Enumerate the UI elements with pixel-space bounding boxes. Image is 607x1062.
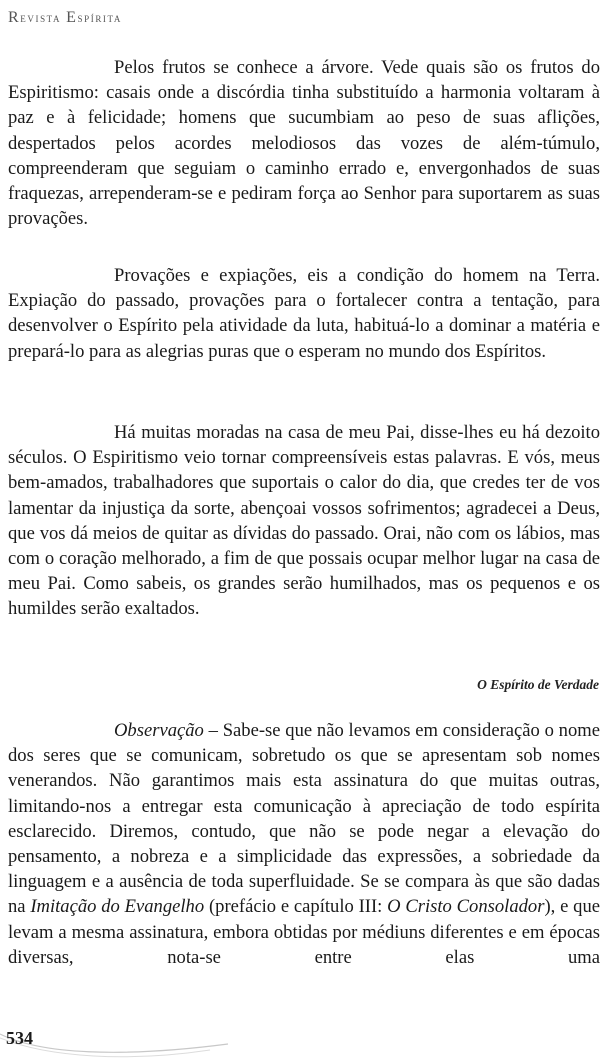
paragraph-3: Há muitas moradas na casa de meu Pai, disse-lhes eu há dezoito séculos. O Espiritismo veio tornar compreensíveis estas palavras. E vós, meus bem-amados, trabalhadores que suportais o calor do dia, que credes ter de vos lamentar da injustiça da sorte, abençoai vossos sofrimentos; agradecei a Deus, que vos dá meios de quitar as dívidas do passado. Orai, não com os lábios, mas com o coração melhorado, a fim de que possais ocupar melhor lugar na casa de meu Pai. Como sabeis, os grandes serão humilhados, mas os pequenos e os humildes serão exaltados.: [8, 422, 600, 620]
header-rest-1: evista: [20, 10, 67, 25]
paragraph-1-block: [8, 55, 600, 231]
paragraph-1: Pelos frutos se conhece a árvore. Vede quais são os frutos do Espiritismo: casais onde a discórdia tinha substituído a harmonia voltaram à paz e à felicidade; homens que sucumbiam ao peso de suas aflições, despertados pelos acordes melodiosos das vozes de além-túmulo, compreenderam que seguiam o caminho errado e, envergonhados de suas fraquezas, arrependeram-se e pediram força ao Senhor para suportarem as suas provações.: [8, 57, 600, 230]
header-cap-r: R: [8, 9, 21, 26]
paragraph-2: Provações e expiações, eis a condição do homem na Terra. Expiação do passado, provações para o fortalecer contra a tentação, para desenvolver o Espírito pela atividade da luta, habituá-lo a dominar a matéria e prepará-lo para as alegrias puras que o esperam no mundo dos Espíritos.: [8, 265, 600, 362]
observation-label: Observação: [114, 720, 204, 741]
page-number: 534: [6, 1028, 33, 1048]
observation-italic-2: O Cristo Consolador: [387, 896, 545, 918]
paragraph-3-block: [8, 420, 600, 622]
running-header: [8, 9, 122, 27]
observation-text-3: ), e que levam a mesma assinatura, embora obtidas por médiuns diferentes e em épocas diversas, nota-se entre elas uma: [8, 896, 600, 968]
observation-paragraph: [8, 718, 600, 970]
header-rest-2: spírita: [77, 10, 122, 25]
observation-block: [8, 718, 600, 970]
paragraph-2-block: [8, 263, 600, 364]
observation-text-2: (prefácio e capítulo III:: [204, 896, 388, 918]
observation-italic-1: Imitação do Evangelho: [30, 896, 205, 918]
header-cap-e: E: [66, 9, 78, 26]
page-corner-swoosh: [0, 1024, 230, 1062]
signature: O Espírito de Verdade: [477, 677, 599, 692]
observation-text-1: – Sabe-se que não levamos em consideração o nome dos seres que se comunicam, sobretudo os que se apresentam sob nomes venerandos. Não garantimos mais esta assinatura do que muitas outras, limitando-nos a entregar esta comunicação à apreciação de todo espírita esclarecido. Diremos, contudo, que não se pode negar a elevação do pensamento, a nobreza e a simplicidade das expressões, a sobriedade da linguagem e a ausência de toda superfluidade. Se se compara às que são dadas na: [8, 720, 600, 918]
